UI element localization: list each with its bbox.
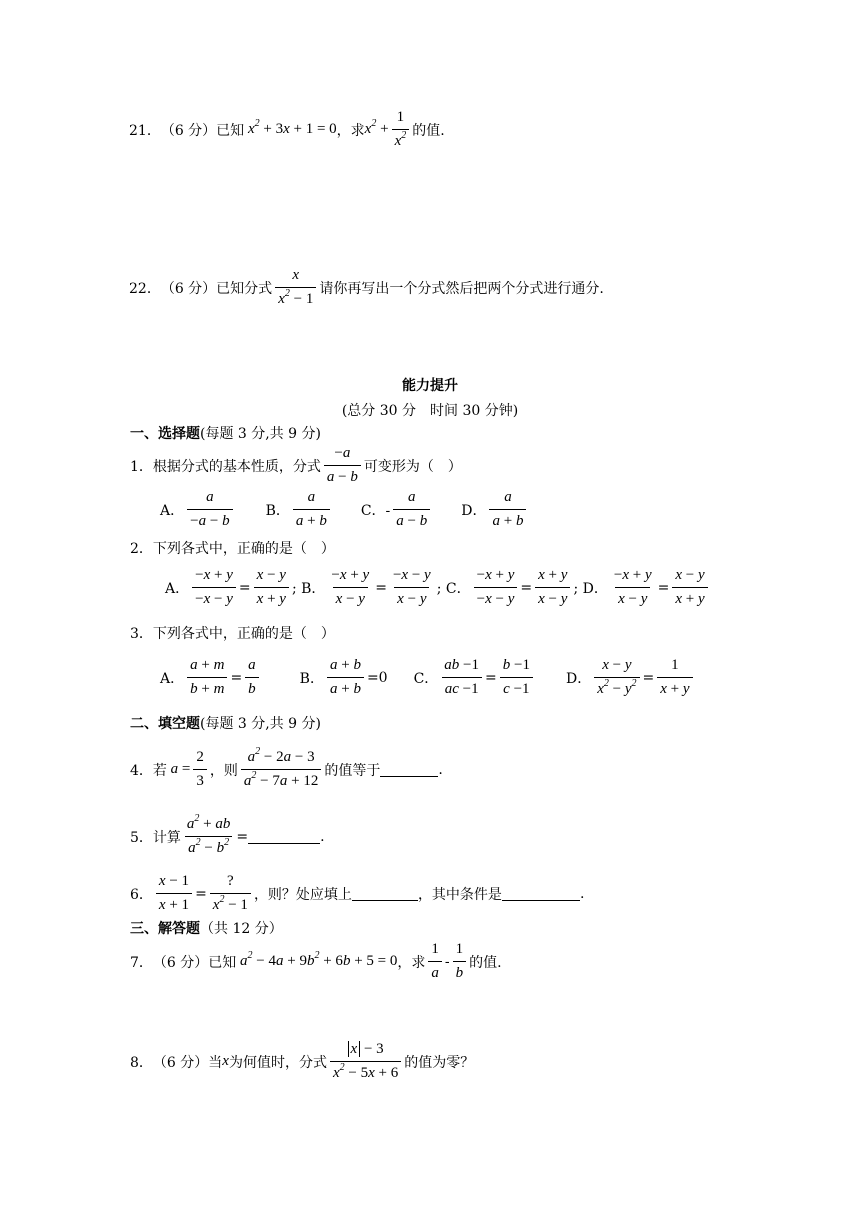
option-d: ; D． $\frac{-x + y}{x - y}$ = $\frac{x - y}{x + y}$ <box>573 566 710 609</box>
answer-blank[interactable] <box>352 886 418 901</box>
part-heading-choice: 一、选择题 (每题 3 分,共 9 分) <box>130 426 321 442</box>
question-1: 1． 根据分式的基本性质，分式 $\frac{-a}{a - b}$ 可变形为（ ） <box>130 445 462 485</box>
question-4: 4． 若 a = $\frac{2}{3}$ ，则 $\frac{a^2 - 2a - 3}{a^2 - 7a + 12}$ 的值等于 . <box>130 746 443 789</box>
question-number: 21． <box>129 122 161 139</box>
question-3: 3． 下列各式中，正确的是（ ） <box>130 626 335 642</box>
part-heading-answer: 三、解答题 （共 12 分） <box>130 921 283 937</box>
fraction: $\frac{1}{x^2}$ <box>392 108 410 151</box>
answer-blank[interactable] <box>380 762 438 777</box>
option-c: C． $\frac{ab -1}{ac -1}$ = $\frac{b -1}{c -1}$ <box>414 656 536 699</box>
option-b: B． $\frac{a + b}{a + b}$ =0 <box>299 657 388 697</box>
question-3-options <box>160 656 696 699</box>
question-5: 5． 计算 $\frac{a^2 + ab}{a^2 - b^2}$ = . <box>130 813 325 856</box>
option-d: D． $\frac{x - y}{x^2 - y^2}$ = $\frac{1}{x + y}$ <box>566 656 696 699</box>
condition-blank[interactable] <box>502 886 580 901</box>
question-1-options <box>160 488 529 531</box>
question-text: （6 分）已知分式 <box>160 280 273 297</box>
option-d: D． $\frac{a}{a + b}$ <box>461 488 529 531</box>
question-22: 22． （6 分）已知分式 $\frac{x}{x^2 - 1}$ 请你再写出一个分式然后把两个分式进行通分. <box>129 267 604 307</box>
question-7: 7． （6 分）已知 $a^2 - 4a + 9b^2 + 6b + 5 = 0$ ，求 $\frac{1}{a}$ - $\frac{1}{b}$ 的值. <box>130 941 502 981</box>
answer-blank[interactable] <box>248 829 320 844</box>
expression: $x^2$ + <box>364 118 389 137</box>
option-a: A． $\frac{-x + y}{-x - y}$ = $\frac{x - y}{x + y}$ <box>165 566 292 609</box>
option-b: B． $\frac{a}{a + b}$ <box>266 488 333 531</box>
option-c: ; C． $\frac{-x + y}{-x - y}$ = $\frac{x + y}{x - y}$ <box>437 566 574 609</box>
option-b: ; B． $\frac{-x + y}{x - y}$ = $\frac{-x - y}{x - y}$ <box>291 567 431 607</box>
question-2: 2． 下列各式中，正确的是（ ） <box>130 541 335 557</box>
option-c: C．- $\frac{a}{a - b}$ <box>361 488 433 531</box>
equation: $x^2 + 3x + 1 = 0$ <box>244 118 337 137</box>
question-21: 21． （6 分）已知 $x^2 + 3x + 1 = 0$ ，求 $x^2$ + $\frac{1}{x^2}$ 的值. <box>129 109 445 149</box>
question-number: 22． <box>129 280 161 297</box>
option-a: A． $\frac{a}{-a - b}$ <box>160 488 236 531</box>
question-8: 8． （6 分）当 x 为何值时，分式 $\frac{x - 3}{x^2 - 5x + 6}$ 的值为零？ <box>130 1041 475 1081</box>
question-text: （6 分）已知 <box>160 122 245 139</box>
question-6: 6． $\frac{x - 1}{x + 1}$ = $\frac{?}{x^2 - 1}$ ，则？处应填上 ，其中条件是 . <box>130 873 585 913</box>
part-heading-fill: 二、填空题 (每题 3 分,共 9 分) <box>130 716 321 732</box>
option-a: A． $\frac{a + m}{b + m}$ = $\frac{a}{b}$ <box>160 656 262 699</box>
question-2-options <box>165 566 711 609</box>
fraction: $\frac{-a}{a - b}$ <box>324 444 361 487</box>
section-title: 能力提升 <box>402 378 458 394</box>
fraction: $\frac{x}{x^2 - 1}$ <box>275 266 316 309</box>
section-subtitle: (总分 30 分 时间 30 分钟) <box>341 403 519 419</box>
